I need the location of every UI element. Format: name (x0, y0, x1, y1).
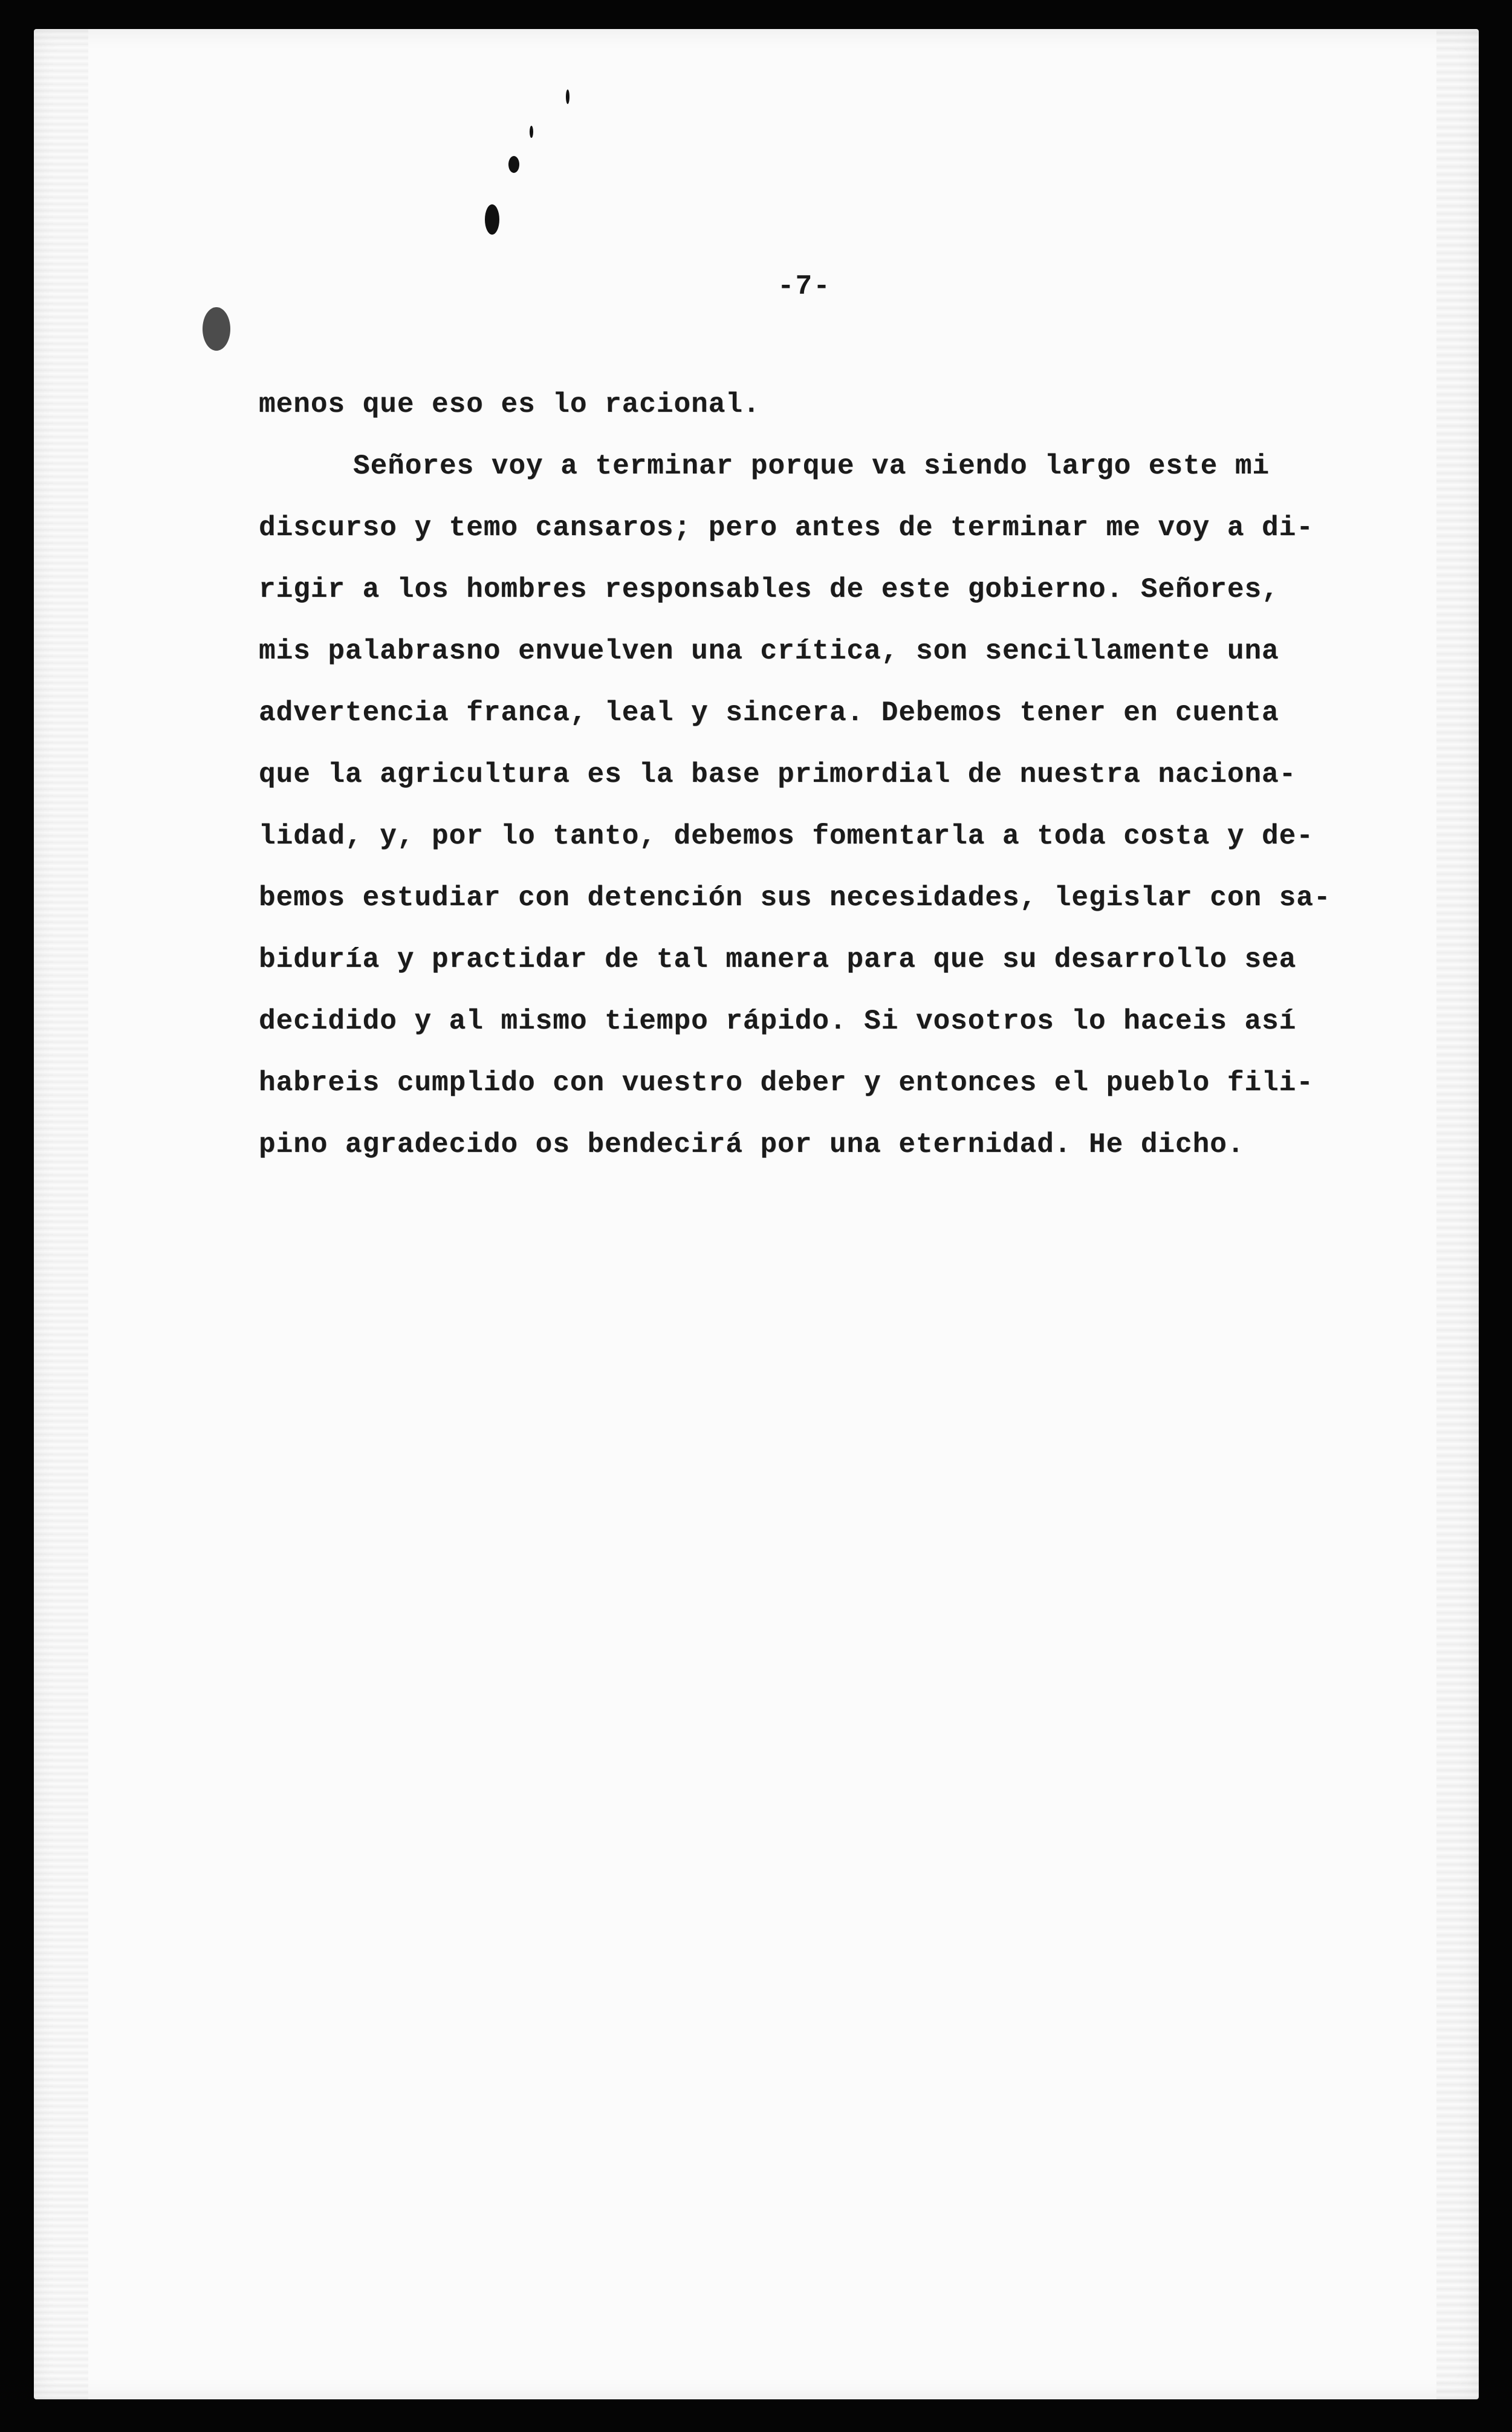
document-page (34, 29, 1479, 2399)
text-line: bemos estudiar con detención sus necesidades, legislar con sa- (259, 882, 1331, 914)
text-line: que la agricultura es la base primordial de nuestra naciona- (259, 759, 1297, 790)
text-line: decidido y al mismo tiempo rápido. Si vosotros lo haceis así (259, 1006, 1297, 1037)
ink-mark (566, 89, 569, 104)
ink-blot (203, 307, 230, 351)
text-line: habreis cumplido con vuestro deber y entonces el pueblo fili- (259, 1067, 1314, 1099)
text-line: discurso y temo cansaros; pero antes de terminar me voy a di- (259, 512, 1314, 544)
text-line: biduría y practidar de tal manera para que su desarrollo sea (259, 944, 1297, 975)
page-number: -7- (777, 271, 831, 302)
text-line: rigir a los hombres responsables de este gobierno. Señores, (259, 574, 1279, 605)
text-line: mis palabrasno envuelven una crítica, son sencillamente una (259, 636, 1279, 667)
text-line: advertencia franca, leal y sincera. Debemos tener en cuenta (259, 697, 1279, 729)
scan-edge-noise-left (34, 29, 88, 2399)
text-line: Señores voy a terminar porque va siendo largo este mi (353, 450, 1270, 482)
ink-mark (508, 156, 519, 173)
text-line: pino agradecido os bendecirá por una eternidad. He dicho. (259, 1129, 1245, 1160)
scan-edge-noise-right (1436, 29, 1479, 2399)
ink-mark (485, 204, 499, 235)
text-line: menos que eso es lo racional. (259, 389, 761, 420)
text-line: lidad, y, por lo tanto, debemos fomentarla a toda costa y de- (259, 821, 1314, 852)
ink-mark (530, 126, 533, 138)
